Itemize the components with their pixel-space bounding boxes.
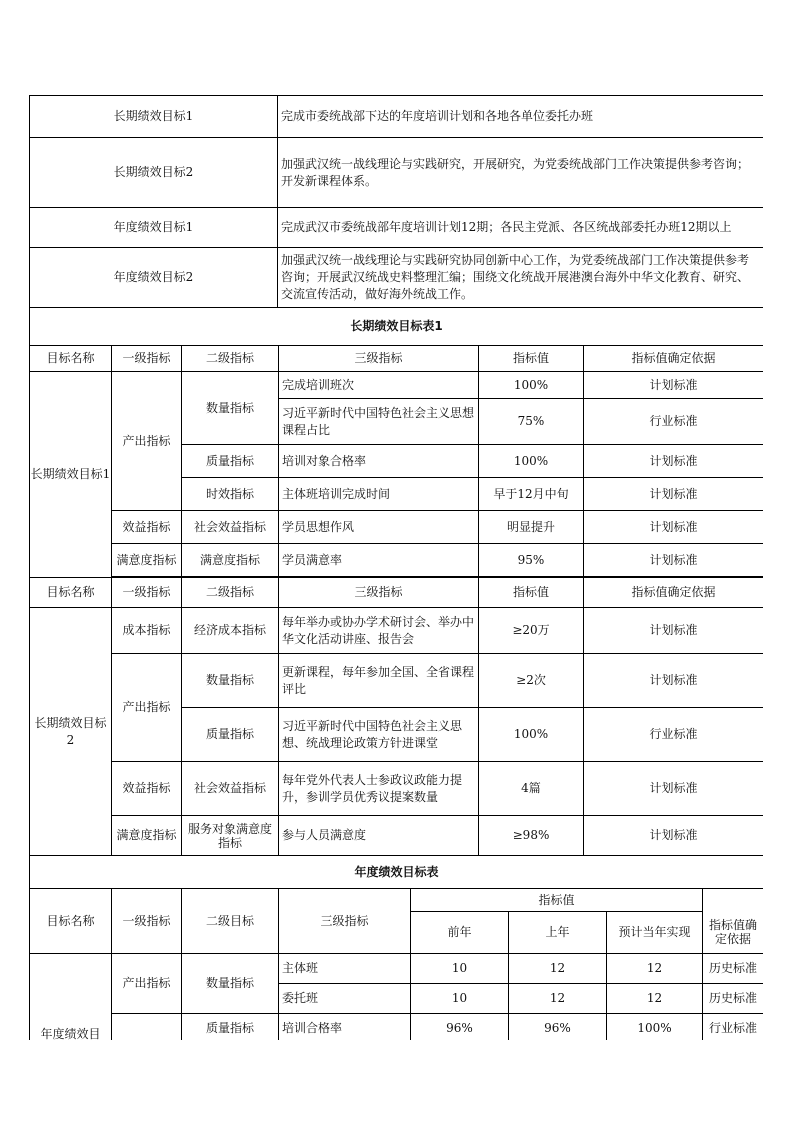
expected-cell: 12	[607, 984, 703, 1014]
goal-content: 完成市委统战部下达的年度培训计划和各地各单位委托办班	[278, 96, 764, 138]
table-row	[30, 608, 764, 654]
col-header: 二级指标	[182, 578, 279, 608]
level3-cell: 每年党外代表人士参政议政能力提升，参训学员优秀议提案数量	[279, 762, 479, 816]
goal-summary-row	[30, 248, 764, 308]
level3-cell: 学员满意率	[279, 544, 479, 577]
goal-content: 加强武汉统一战线理论与实践研究协同创新中心工作，为党委统战部门工作决策提供参考咨询；开展武汉统战史料整理汇编；围绕文化统战开展港澳台海外中华文化教育、研究、交流宣传活动，做好海外统战工作。	[278, 248, 764, 308]
annual-goal-table	[29, 888, 763, 1040]
level3-cell: 更新课程，每年参加全国、全省课程评比	[279, 654, 479, 708]
table-row	[30, 816, 764, 856]
level2-cell: 社会效益指标	[182, 511, 279, 544]
goal-name-cell: 长期绩效目标2	[30, 608, 112, 856]
level3-cell: 完成培训班次	[279, 372, 479, 399]
col-header: 指标值	[479, 346, 584, 372]
goal-content: 完成武汉市委统战部年度培训计划12期；各民主党派、各区统战部委托办班12期以上	[278, 208, 764, 248]
level2-cell: 数量指标	[182, 654, 279, 708]
col-header: 指标值确定依据	[703, 912, 763, 954]
level3-cell: 委托班	[279, 984, 411, 1014]
basis-cell: 历史标准	[703, 984, 763, 1014]
basis-cell: 计划标准	[584, 478, 764, 511]
table-row	[30, 954, 764, 984]
goal-label: 长期绩效目标2	[30, 138, 278, 208]
level3-cell: 习近平新时代中国特色社会主义思想课程占比	[279, 399, 479, 445]
level2-cell: 服务对象满意度指标	[182, 816, 279, 856]
section-title: 年度绩效目标表	[30, 856, 764, 889]
level2-cell: 质量指标	[182, 1014, 279, 1041]
goal-summary-table	[29, 95, 763, 308]
basis-cell: 计划标准	[584, 544, 764, 577]
prev-cell: 10	[411, 984, 509, 1014]
level3-cell: 学员思想作风	[279, 511, 479, 544]
goal-summary-row	[30, 208, 764, 248]
goal-name-cell: 长期绩效目标1	[30, 372, 112, 578]
level2-cell: 时效指标	[182, 478, 279, 511]
col-header: 一级指标	[112, 889, 182, 954]
basis-cell: 计划标准	[584, 608, 764, 654]
basis-cell: 计划标准	[584, 654, 764, 708]
level1-cell: 产出指标	[112, 654, 182, 762]
col-header: 目标名称	[30, 889, 112, 954]
basis-cell: 行业标准	[584, 708, 764, 762]
col-header: 一级指标	[112, 578, 182, 608]
level1-cell: 产出指标	[112, 954, 182, 1014]
value-cell: 早于12月中旬	[479, 478, 584, 511]
level3-cell: 培训合格率	[279, 1014, 411, 1041]
performance-goals-sheet	[29, 95, 763, 1040]
long-term-goal-table	[29, 307, 763, 889]
level1-cell: 成本指标	[112, 608, 182, 654]
level3-cell: 培训对象合格率	[279, 445, 479, 478]
col-header: 上年	[509, 912, 607, 954]
level1-cell: 产出指标	[112, 372, 182, 511]
basis-cell: 计划标准	[584, 445, 764, 478]
prev-cell: 10	[411, 954, 509, 984]
expected-cell: 12	[607, 954, 703, 984]
value-cell: 明显提升	[479, 511, 584, 544]
basis-cell: 计划标准	[584, 511, 764, 544]
table-row	[30, 1014, 764, 1041]
value-cell: 100%	[479, 372, 584, 399]
level1-cell: 满意度指标	[112, 816, 182, 856]
basis-cell: 计划标准	[584, 762, 764, 816]
last-cell: 12	[509, 954, 607, 984]
value-cell: ≥20万	[479, 608, 584, 654]
goal-summary-row	[30, 96, 764, 138]
col-header: 三级指标	[279, 346, 479, 372]
level1-cell	[112, 1014, 182, 1041]
section-title: 长期绩效目标表1	[30, 308, 764, 346]
value-cell: ≥98%	[479, 816, 584, 856]
goal-label: 年度绩效目标1	[30, 208, 278, 248]
goal-content: 加强武汉统一战线理论与实践研究，开展研究，为党委统战部门工作决策提供参考咨询；开发新课程体系。	[278, 138, 764, 208]
col-header: 预计当年实现	[607, 912, 703, 954]
basis-cell: 计划标准	[584, 372, 764, 399]
header-row	[30, 889, 764, 912]
col-header: 指标值确定依据	[584, 346, 764, 372]
value-cell: 100%	[479, 445, 584, 478]
header-row	[30, 578, 764, 608]
level3-cell: 习近平新时代中国特色社会主义思想、统战理论政策方针进课堂	[279, 708, 479, 762]
level2-cell: 数量指标	[182, 954, 279, 1014]
table-row	[30, 544, 764, 577]
col-header: 三级指标	[279, 578, 479, 608]
level2-cell: 数量指标	[182, 372, 279, 445]
value-cell: 95%	[479, 544, 584, 577]
goal-label: 长期绩效目标1	[30, 96, 278, 138]
level1-cell: 效益指标	[112, 511, 182, 544]
col-header: 指标值确定依据	[584, 578, 764, 608]
expected-cell: 100%	[607, 1014, 703, 1041]
level3-cell: 每年举办或协办学术研讨会、举办中华文化活动讲座、报告会	[279, 608, 479, 654]
level1-cell: 效益指标	[112, 762, 182, 816]
level1-cell: 满意度指标	[112, 544, 182, 577]
basis-cell: 计划标准	[584, 816, 764, 856]
level2-cell: 满意度指标	[182, 544, 279, 577]
goal-name-cell: 年度绩效目	[30, 954, 112, 1041]
goal-label: 年度绩效目标2	[30, 248, 278, 308]
col-header: 二级目标	[182, 889, 279, 954]
level3-cell: 主体班培训完成时间	[279, 478, 479, 511]
col-header-group: 指标值	[411, 889, 703, 912]
col-header: 目标名称	[30, 578, 112, 608]
value-cell: 75%	[479, 399, 584, 445]
level2-cell: 经济成本指标	[182, 608, 279, 654]
col-header: 指标值	[479, 578, 584, 608]
table-row	[30, 654, 764, 708]
col-header: 二级指标	[182, 346, 279, 372]
header-row	[30, 346, 764, 372]
last-cell: 96%	[509, 1014, 607, 1041]
goal-summary-row	[30, 138, 764, 208]
basis-cell: 行业标准	[584, 399, 764, 445]
value-cell: 100%	[479, 708, 584, 762]
basis-cell: 历史标准	[703, 954, 763, 984]
col-header: 三级指标	[279, 889, 411, 954]
level3-cell: 主体班	[279, 954, 411, 984]
value-cell: 4篇	[479, 762, 584, 816]
prev-cell: 96%	[411, 1014, 509, 1041]
table-row	[30, 372, 764, 399]
value-cell: ≥2次	[479, 654, 584, 708]
col-header: 一级指标	[112, 346, 182, 372]
level3-cell: 参与人员满意度	[279, 816, 479, 856]
level2-cell: 质量指标	[182, 708, 279, 762]
col-header: 前年	[411, 912, 509, 954]
table-row	[30, 762, 764, 816]
level2-cell: 社会效益指标	[182, 762, 279, 816]
table-row	[30, 511, 764, 544]
basis-cell: 行业标准	[703, 1014, 763, 1041]
last-cell: 12	[509, 984, 607, 1014]
col-header: 目标名称	[30, 346, 112, 372]
level2-cell: 质量指标	[182, 445, 279, 478]
